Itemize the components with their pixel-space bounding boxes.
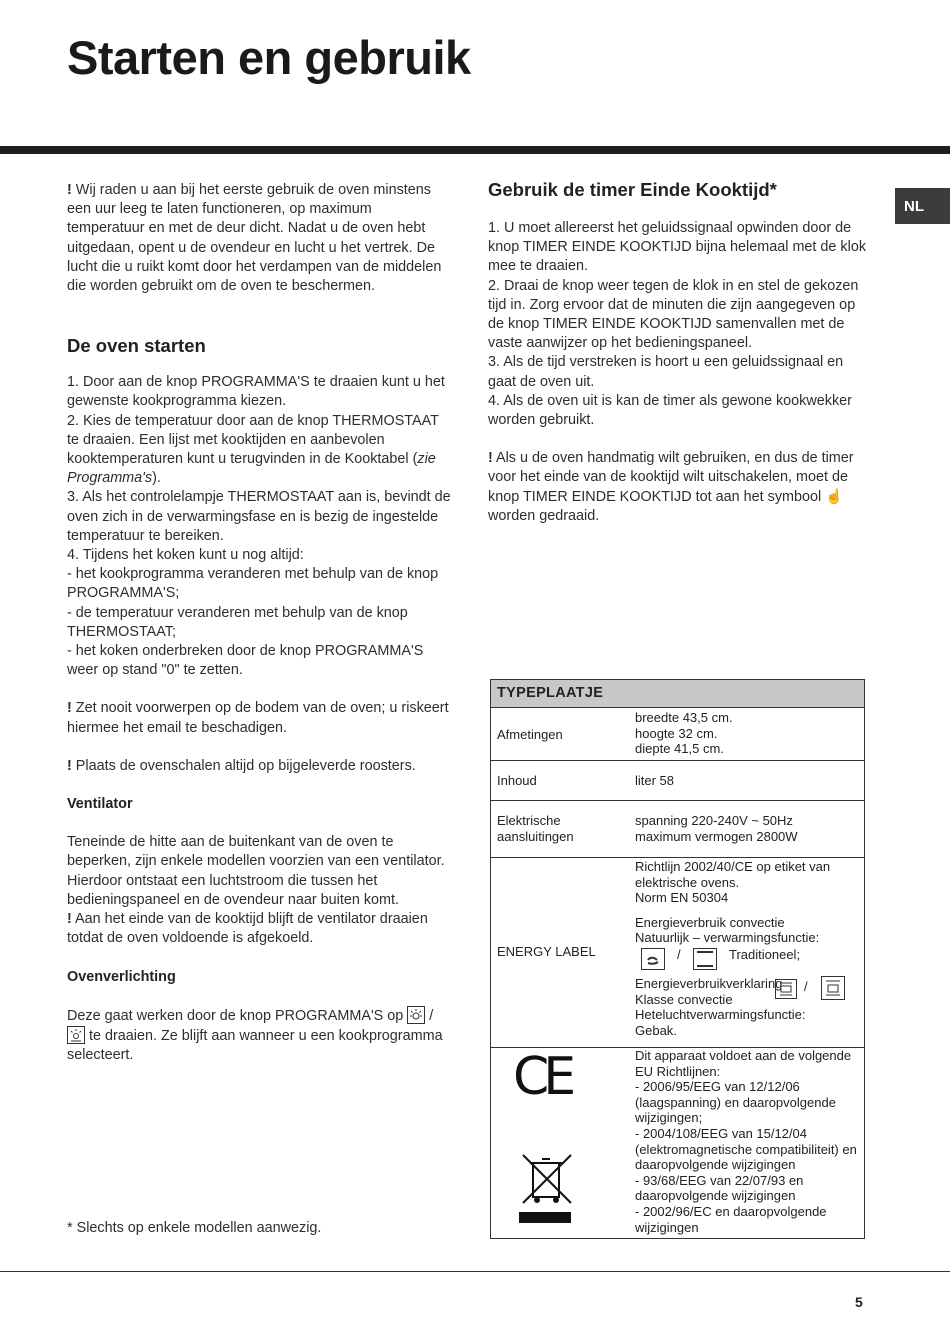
compliance-text	[635, 1048, 861, 1235]
warning-racks-text: Plaats de ovenschalen altijd op bijgeleverde roosters.	[75, 757, 416, 774]
warning-mark: !	[67, 700, 72, 717]
timer-step-4: 4. Als de oven uit is kan de timer als gewone kookwekker worden gebruikt.	[488, 392, 852, 429]
warning-mark: !	[67, 757, 72, 774]
step-4-b: - de temperatuur veranderen met behulp van de knop THERMOSTAAT;	[67, 604, 408, 640]
type-plate-table	[490, 679, 865, 1239]
electrical-label-2: aansluitingen	[497, 828, 574, 844]
warning-mark: !	[67, 182, 72, 198]
traditional-oven-icon	[641, 948, 665, 970]
energy-class-b: Gebak.	[635, 1022, 677, 1038]
step-2-ref: zie Programma's	[67, 451, 436, 487]
warning-mark: !	[488, 450, 493, 467]
voltage-value: spanning 220-240V ~ 50Hz	[635, 813, 793, 828]
light-heading: Ovenverlichting	[67, 968, 176, 985]
energy-label: ENERGY LABEL	[497, 944, 596, 959]
intro-paragraph	[67, 181, 452, 296]
type-plate-header: TYPEPLAATJE	[491, 680, 864, 708]
energy-convection: Energieverbruik convectie	[635, 914, 785, 930]
intro-text: Wij raden u aan bij het eerste gebruik de oven minstens een uur leeg te laten functioneren, op maximum temperatuur en met de deur dicht. Nadat u de oven hebt uitgedaan, opent u de ovendeur en lucht u het vertrek. De lucht die u ruikt komt door het verdampen van de middelen die worden gebruikt om de oven te beschermen.	[67, 182, 442, 295]
energy-natural-b: Traditioneel;	[729, 946, 801, 962]
oven-light-fan-icon	[67, 1026, 85, 1044]
light-text-b: te draaien. Ze blijft aan wanneer u een kookprogramma selecteert.	[67, 1027, 443, 1064]
page-title: Starten en gebruik	[67, 31, 471, 84]
step-1: 1. Door aan de knop PROGRAMMA'S te draaien kunt u het gewenste kookprogramma kiezen.	[67, 374, 445, 410]
power-value: maximum vermogen 2800W	[635, 828, 798, 844]
fan-warning-text: Aan het einde van de kooktijd blijft de ventilator draaien totdat de oven voldoende is afgekoeld.	[67, 911, 428, 947]
compliance-9368: - 93/68/EEG van 22/07/93 en daaropvolgende wijzigingen	[635, 1172, 804, 1204]
warning-bottom	[67, 699, 452, 737]
dimensions-value	[635, 710, 861, 757]
manual-text: Als u de oven handmatig wilt gebruiken, en dus de timer voor het einde van de kooktijd wilt uitschakelen, moet de knop TIMER EINDE KOOKTIJD tot aan het symbool	[488, 450, 854, 505]
energy-norm: Norm EN 50304	[635, 890, 729, 906]
energy-natural-sep: /	[677, 946, 681, 962]
header-rule	[0, 146, 950, 154]
fan-heading: Ventilator	[67, 796, 133, 813]
fan-text: Teneinde de hitte aan de buitenkant van de oven te beperken, zijn enkele modellen voorzien van een ventilator. Hierdoor ontstaat een luchtstroom die tussen het bedieningspaneel en de ovendeur naar buiten komt.	[67, 834, 445, 908]
footnote: * Slechts op enkele modellen aanwezig.	[67, 1220, 322, 1236]
left-column	[67, 181, 452, 1065]
row-electrical	[491, 801, 864, 858]
width-value: breedte 43,5 cm.	[635, 710, 733, 725]
manual-note	[488, 449, 873, 526]
timer-heading: Gebruik de timer Einde Kooktijd*	[488, 179, 777, 200]
step-4-a: - het kookprogramma veranderen met behulp van de knop PROGRAMMA'S;	[67, 566, 439, 602]
energy-directive: Richtlijn 2002/40/CE op etiket van elektrische ovens.	[635, 859, 831, 890]
warning-racks	[67, 757, 452, 776]
pastry-icon	[821, 976, 845, 1000]
start-heading: De oven starten	[67, 335, 206, 357]
timer-step-2: 2. Draai de knop weer tegen de klok in en stel de gekozen tijd in. Zorg ervoor dat de minuten die zijn aangegeven op de knop TIMER EINDE KOOKTIJD samenvallen met de vaste aanwijzer op het bedieningspaneel.	[488, 277, 859, 352]
electrical-label	[497, 813, 574, 844]
height-value: hoogte 32 cm.	[635, 725, 718, 741]
fan-warning	[67, 910, 452, 948]
dimensions-label: Afmetingen	[497, 727, 563, 742]
energy-natural: Natuurlijk – verwarmingsfunctie:	[635, 930, 820, 946]
timer-step-3: 3. Als de tijd verstreken is hoort u een geluidssignaal en gaat de oven uit.	[488, 354, 844, 390]
depth-value: diepte 41,5 cm.	[635, 741, 724, 757]
volume-label: Inhoud	[497, 773, 537, 788]
right-column	[488, 178, 873, 526]
fan-oven-icon	[775, 979, 797, 999]
step-3: 3. Als het controlelampje THERMOSTAAT aan is, bevindt de oven zich in de verwarmingsfase en is bezig de ingestelde temperatuur te bereiken.	[67, 489, 451, 544]
timer-step-1: 1. U moet allereerst het geluidssignaal opwinden door de knop TIMER EINDE KOOKTIJD bijna helemaal met de klok mee te draaien.	[488, 220, 867, 275]
step-4-c: - het koken onderbreken door de knop PROGRAMMA'S weer op stand "0" te zetten.	[67, 643, 424, 679]
step-2-end: ).	[152, 470, 161, 487]
light-separator: /	[429, 1007, 434, 1024]
row-dimensions	[491, 708, 864, 761]
manual-end: worden gedraaid.	[488, 507, 600, 524]
compliance-emc: - 2004/108/EEG van 15/12/04 (elektromagnetische compatibiliteit) en daaropvolgende wijzigingen	[635, 1125, 857, 1173]
language-tab: NL	[895, 188, 950, 224]
warning-bottom-text: Zet nooit voorwerpen op de bodem van de oven; u riskeert hiermee het email te beschadigen.	[67, 700, 449, 736]
energy-value	[635, 859, 861, 1038]
row-energy-label	[491, 858, 864, 1048]
top-bottom-heat-icon	[693, 948, 717, 970]
ce-mark-icon: CE	[513, 1047, 571, 1107]
energy-class-sep: /	[804, 978, 808, 994]
step-2-text: 2. Kies de temperatuur door aan de knop THERMOSTAAT te draaien. Een lijst met kooktijden en aanbevolen kooktemperaturen kunt u terugvinden in de Kooktabel (	[67, 412, 439, 468]
hand-icon: ☝	[825, 488, 844, 505]
light-text-a: Deze gaat werken door de knop PROGRAMMA'S op	[67, 1007, 404, 1024]
compliance-lvd: - 2006/95/EEG van 12/12/06 (laagspanning) en daaropvolgende wijzigingen;	[635, 1079, 836, 1126]
compliance-intro: Dit apparaat voldoet aan de volgende EU Richtlijnen:	[635, 1048, 852, 1079]
page-number: 5	[855, 1294, 863, 1310]
row-volume	[491, 761, 864, 801]
energy-natural-icons	[635, 946, 861, 968]
row-compliance	[491, 1048, 864, 1238]
step-2	[67, 412, 452, 489]
compliance-weee: - 2002/96/EC en daaropvolgende wijzigingen	[635, 1203, 827, 1235]
light-text	[67, 1006, 452, 1066]
warning-mark: !	[67, 911, 72, 928]
weee-bin-icon	[519, 1151, 575, 1229]
footer-rule	[0, 1271, 950, 1272]
oven-light-icon	[407, 1006, 425, 1024]
volume-value: liter 58	[635, 773, 675, 788]
electrical-label-1: Elektrische	[497, 813, 561, 828]
electrical-value	[635, 813, 861, 844]
energy-class: Energieverbruikverklaring Klasse convectie Heteluchtverwarmingsfunctie:	[635, 975, 806, 1023]
step-4: 4. Tijdens het koken kunt u nog altijd:	[67, 547, 304, 564]
